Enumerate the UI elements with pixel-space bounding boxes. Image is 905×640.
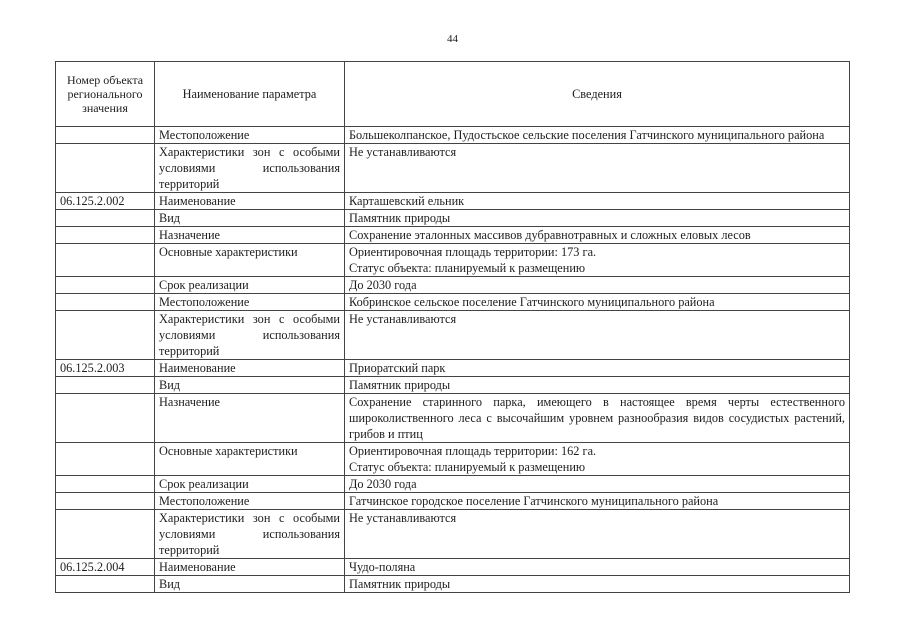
info-cell: Сохранение старинного парка, имеющего в настоящее время черты естественного широколиственного леса с высочайшим уровнем разнообразия видов сосудистых растений, грибов и птиц — [345, 394, 850, 443]
table-row — [56, 244, 850, 277]
table-header-row — [56, 62, 850, 127]
object-number-cell — [56, 576, 155, 593]
parameter-cell: Местоположение — [155, 493, 345, 510]
object-number-cell: 06.125.2.003 — [56, 360, 155, 377]
object-number-cell — [56, 476, 155, 493]
info-cell: Не устанавливаются — [345, 311, 850, 360]
parameter-cell: Срок реализации — [155, 277, 345, 294]
parameter-cell: Назначение — [155, 394, 345, 443]
object-number-cell — [56, 510, 155, 559]
object-number-cell — [56, 227, 155, 244]
object-number-cell — [56, 210, 155, 227]
info-cell — [345, 244, 850, 277]
table-row — [56, 476, 850, 493]
info-cell: Памятник природы — [345, 377, 850, 394]
info-cell: Приоратский парк — [345, 360, 850, 377]
object-number-cell — [56, 493, 155, 510]
table-row — [56, 311, 850, 360]
object-number-cell — [56, 294, 155, 311]
parameter-cell: Местоположение — [155, 127, 345, 144]
info-cell: Памятник природы — [345, 576, 850, 593]
parameter-cell: Наименование — [155, 360, 345, 377]
object-number-cell — [56, 277, 155, 294]
table-row — [56, 394, 850, 443]
info-cell: До 2030 года — [345, 277, 850, 294]
parameter-cell: Наименование — [155, 559, 345, 576]
info-cell: Чудо-поляна — [345, 559, 850, 576]
table-row — [56, 210, 850, 227]
table-row — [56, 493, 850, 510]
table-row — [56, 144, 850, 193]
table-row — [56, 443, 850, 476]
object-number-cell — [56, 311, 155, 360]
info-cell: Памятник природы — [345, 210, 850, 227]
parameter-cell: Местоположение — [155, 294, 345, 311]
table-row — [56, 277, 850, 294]
object-number-cell — [56, 377, 155, 394]
parameter-cell: Вид — [155, 377, 345, 394]
info-line: Ориентировочная площадь территории: 162 га. — [349, 444, 597, 458]
info-cell: До 2030 года — [345, 476, 850, 493]
object-number-cell — [56, 127, 155, 144]
table-row — [56, 227, 850, 244]
parameter-cell: Основные характеристики — [155, 244, 345, 277]
info-cell: Не устанавливаются — [345, 510, 850, 559]
table-row — [56, 360, 850, 377]
info-cell: Гатчинское городское поселение Гатчинского муниципального района — [345, 493, 850, 510]
info-cell: Сохранение эталонных массивов дубравнотравных и сложных еловых лесов — [345, 227, 850, 244]
info-line: Статус объекта: планируемый к размещению — [349, 261, 586, 275]
info-cell: Карташевский ельник — [345, 193, 850, 210]
table-row — [56, 294, 850, 311]
table-row — [56, 193, 850, 210]
info-cell: Кобринское сельское поселение Гатчинского муниципального района — [345, 294, 850, 311]
info-cell — [345, 443, 850, 476]
table-row — [56, 377, 850, 394]
table-row — [56, 127, 850, 144]
parameter-cell: Вид — [155, 576, 345, 593]
info-line: Статус объекта: планируемый к размещению — [349, 460, 586, 474]
header-info: Сведения — [345, 62, 850, 127]
parameter-cell: Характеристики зон с особыми условиями использования территорий — [155, 144, 345, 193]
regional-objects-table — [55, 61, 850, 593]
object-number-cell — [56, 144, 155, 193]
parameter-cell: Основные характеристики — [155, 443, 345, 476]
table-row — [56, 576, 850, 593]
object-number-cell — [56, 244, 155, 277]
object-number-cell — [56, 443, 155, 476]
parameter-cell: Назначение — [155, 227, 345, 244]
table-row — [56, 559, 850, 576]
info-cell: Не устанавливаются — [345, 144, 850, 193]
parameter-cell: Вид — [155, 210, 345, 227]
info-line: Ориентировочная площадь территории: 173 га. — [349, 245, 597, 259]
parameter-cell: Срок реализации — [155, 476, 345, 493]
object-number-cell — [56, 394, 155, 443]
object-number-cell: 06.125.2.004 — [56, 559, 155, 576]
table-row — [56, 510, 850, 559]
object-number-cell: 06.125.2.002 — [56, 193, 155, 210]
page-number: 44 — [447, 33, 458, 45]
info-cell: Большеколпанское, Пудостьское сельские поселения Гатчинского муниципального района — [345, 127, 850, 144]
parameter-cell: Характеристики зон с особыми условиями использования территорий — [155, 510, 345, 559]
parameter-cell: Характеристики зон с особыми условиями использования территорий — [155, 311, 345, 360]
header-object-number: Номер объекта регионального значения — [56, 62, 155, 127]
parameter-cell: Наименование — [155, 193, 345, 210]
header-parameter-name: Наименование параметра — [155, 62, 345, 127]
